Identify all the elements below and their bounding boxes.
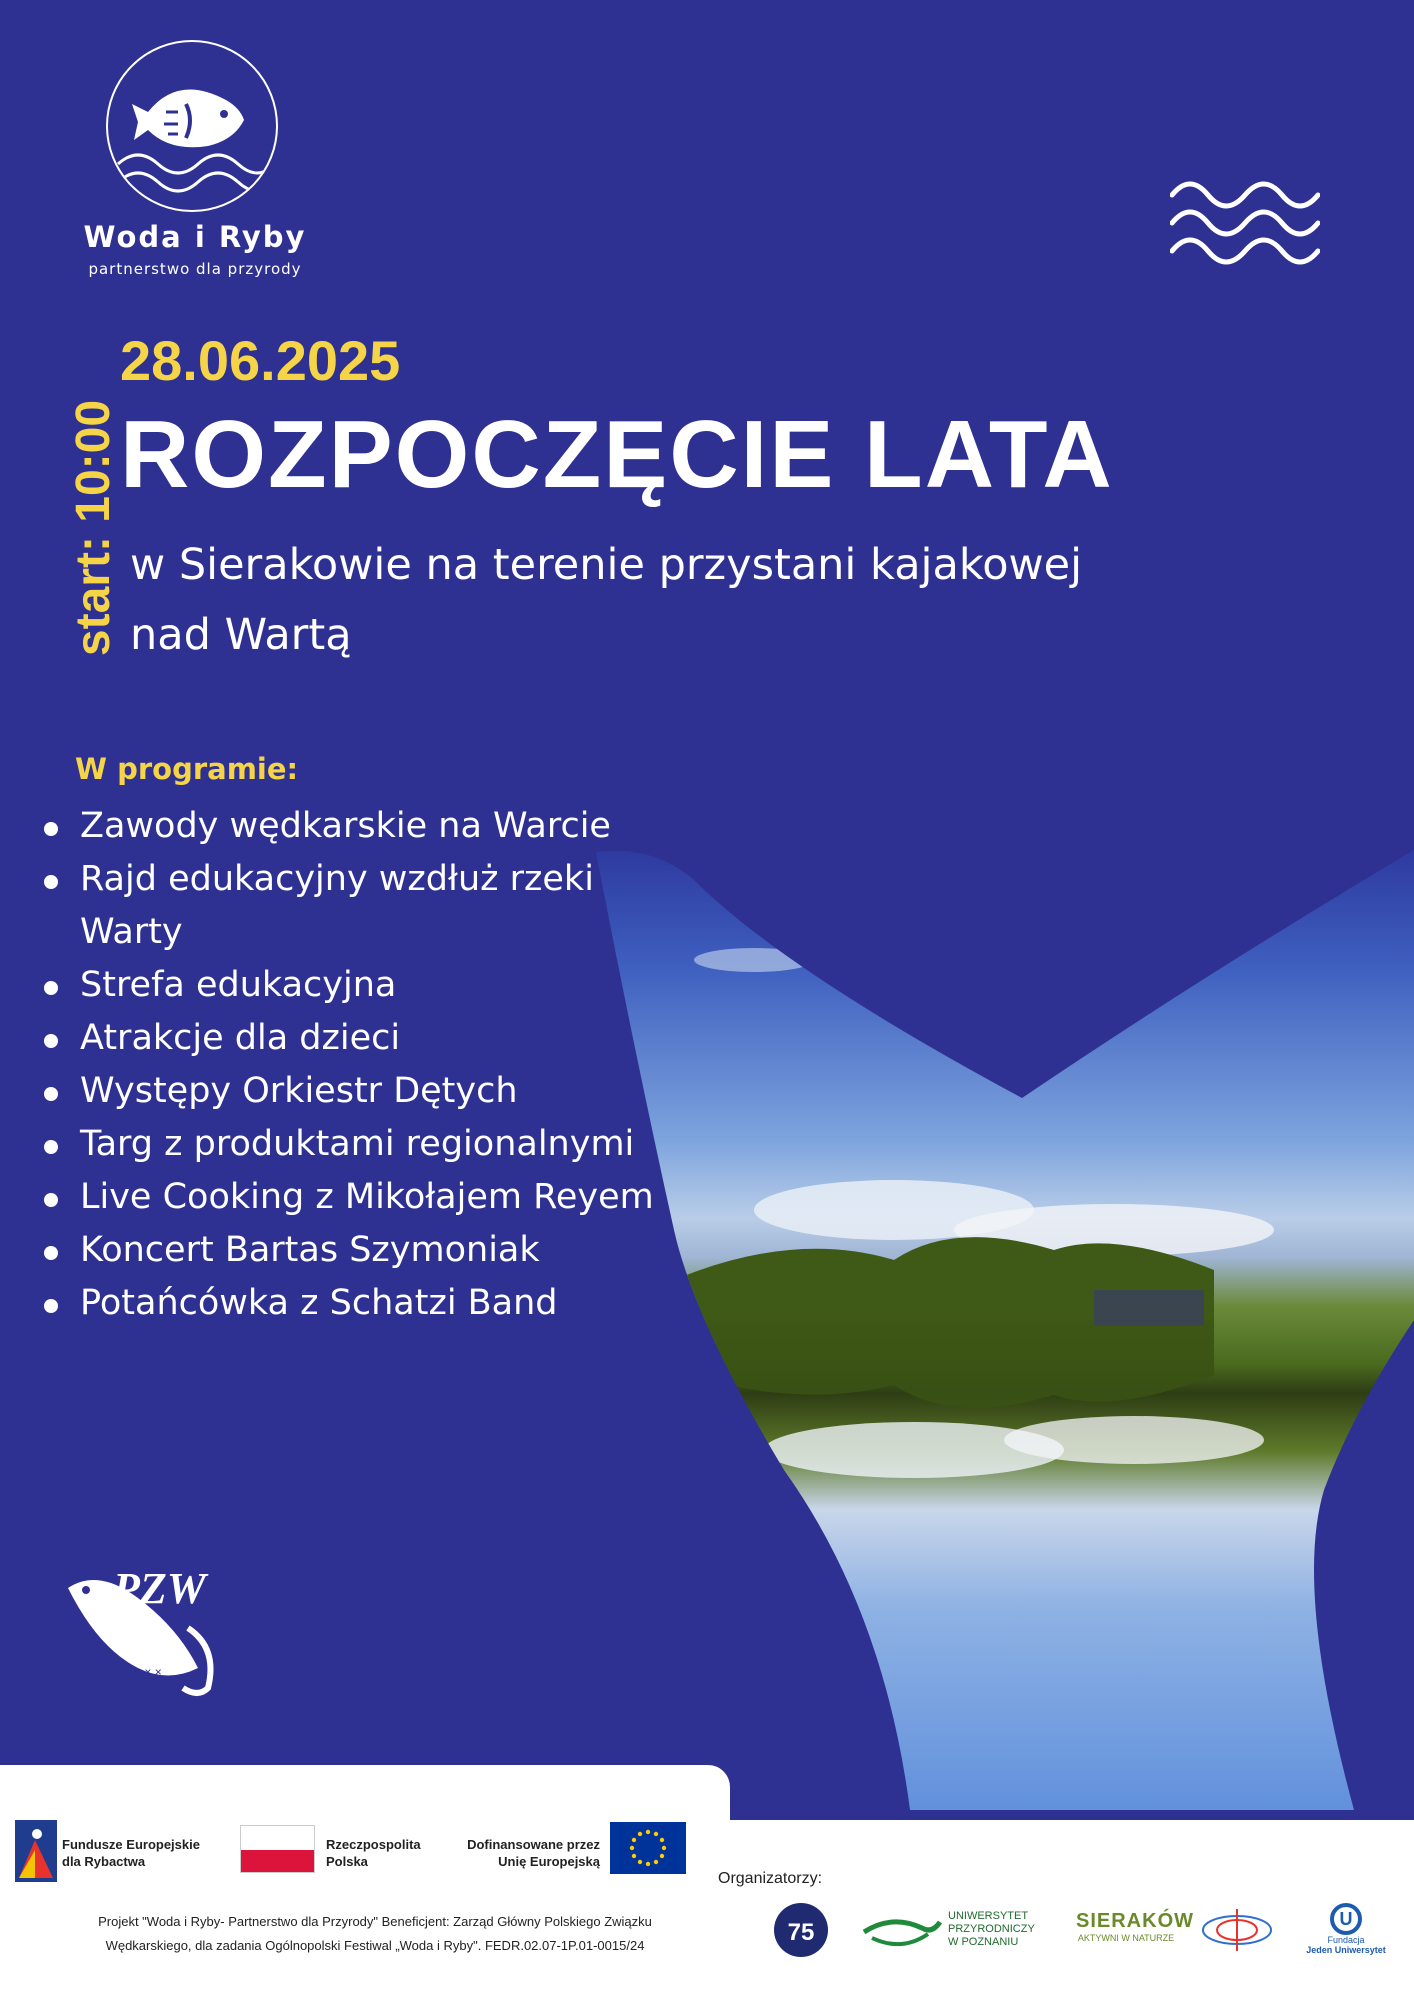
university-line-3: W POZNANIU [948, 1936, 1019, 1948]
list-item: Live Cooking z Mikołajem Reyem [40, 1171, 660, 1224]
project-info-line-1: Projekt "Woda i Ryby- Partnerstwo dla Przyrody" Beneficjent: Zarząd Główny Polskiego Związku [98, 1914, 652, 1929]
poland-flag-icon [240, 1825, 315, 1873]
tail-landscape-image [594, 850, 1414, 1820]
university-line-2: PRZYRODNICZY [948, 1923, 1035, 1935]
university-line-1: UNIWERSYTET [948, 1910, 1029, 1922]
location-line-1: w Sierakowie na terenie przystani kajakowej [130, 540, 1083, 590]
funds-label-line-1: Fundusze Europejskie [62, 1837, 200, 1852]
program-list [40, 800, 660, 1330]
event-title: ROZPOCZĘCIE LATA [120, 401, 1114, 508]
list-item: Rajd edukacyjny wzdłuż rzeki Warty [40, 853, 660, 959]
pzw-75-anniversary-logo: 75 [774, 1903, 828, 1957]
regional-organizer-logo [1200, 1905, 1274, 1955]
eu-label-line-2: Unię Europejską [498, 1854, 600, 1869]
eu-label-line-1: Dofinansowane przez [467, 1837, 600, 1852]
event-location [130, 530, 1330, 670]
foundation-logo: U Fundacja Jeden Uniwersytet [1306, 1903, 1386, 1955]
funds-label-line-2: dla Rybactwa [62, 1854, 146, 1869]
sierakow-logo [1076, 1910, 1194, 1943]
poland-label [326, 1836, 421, 1870]
program-heading: W programie: [75, 752, 299, 786]
fish-icon [108, 42, 276, 210]
list-item: Koncert Bartas Szymoniak [40, 1224, 660, 1277]
foundation-line-2: Jeden Uniwersytet [1306, 1945, 1386, 1955]
brand-logo [106, 40, 278, 212]
project-info-line-2: Wędkarskiego, dla zadania Ogólnopolski Festiwal „Woda i Ryby". FEDR.02.07-1P.01-0015/24 [105, 1938, 645, 1953]
list-item: Atrakcje dla dzieci [40, 1012, 660, 1065]
list-item: Potańcówka z Schatzi Band [40, 1277, 660, 1330]
list-item: Zawody wędkarskie na Warcie [40, 800, 660, 853]
eu-label [450, 1836, 600, 1870]
list-item: Występy Orkiestr Dętych [40, 1065, 660, 1118]
sierakow-subtitle: AKTYWNI W NATURZE [1077, 1933, 1175, 1943]
pzw-logo [58, 1558, 223, 1703]
university-logo-text [948, 1910, 1035, 1949]
event-date: 28.06.2025 [120, 329, 401, 392]
brand-name: Woda i Ryby [83, 220, 307, 254]
sierakow-title: SIERAKÓW [1076, 1910, 1194, 1932]
footer [0, 1765, 730, 2000]
university-leaf-icon [862, 1912, 942, 1952]
poland-label-line-2: Polska [326, 1854, 368, 1869]
pzw-text: PZW [113, 1564, 206, 1613]
organizers-label: Organizatorzy: [718, 1870, 823, 1887]
eu-fisheries-fund-icon [15, 1820, 57, 1882]
list-item: Strefa edukacyjna [40, 959, 660, 1012]
foundation-line-1: Fundacja [1327, 1935, 1365, 1945]
svg-text:× × × × × ×: × × × × × × [103, 1665, 162, 1679]
location-line-2: nad Wartą [130, 610, 352, 660]
project-info [30, 1910, 720, 1958]
funds-label [62, 1836, 200, 1870]
list-item: Targ z produktami regionalnymi [40, 1118, 660, 1171]
start-time: start: 10:00 [67, 399, 120, 657]
brand-tagline: partnerstwo dla przyrody [88, 260, 302, 278]
waves-icon [1170, 165, 1320, 275]
poland-label-line-1: Rzeczpospolita [326, 1837, 421, 1852]
eu-flag-icon [610, 1822, 686, 1874]
